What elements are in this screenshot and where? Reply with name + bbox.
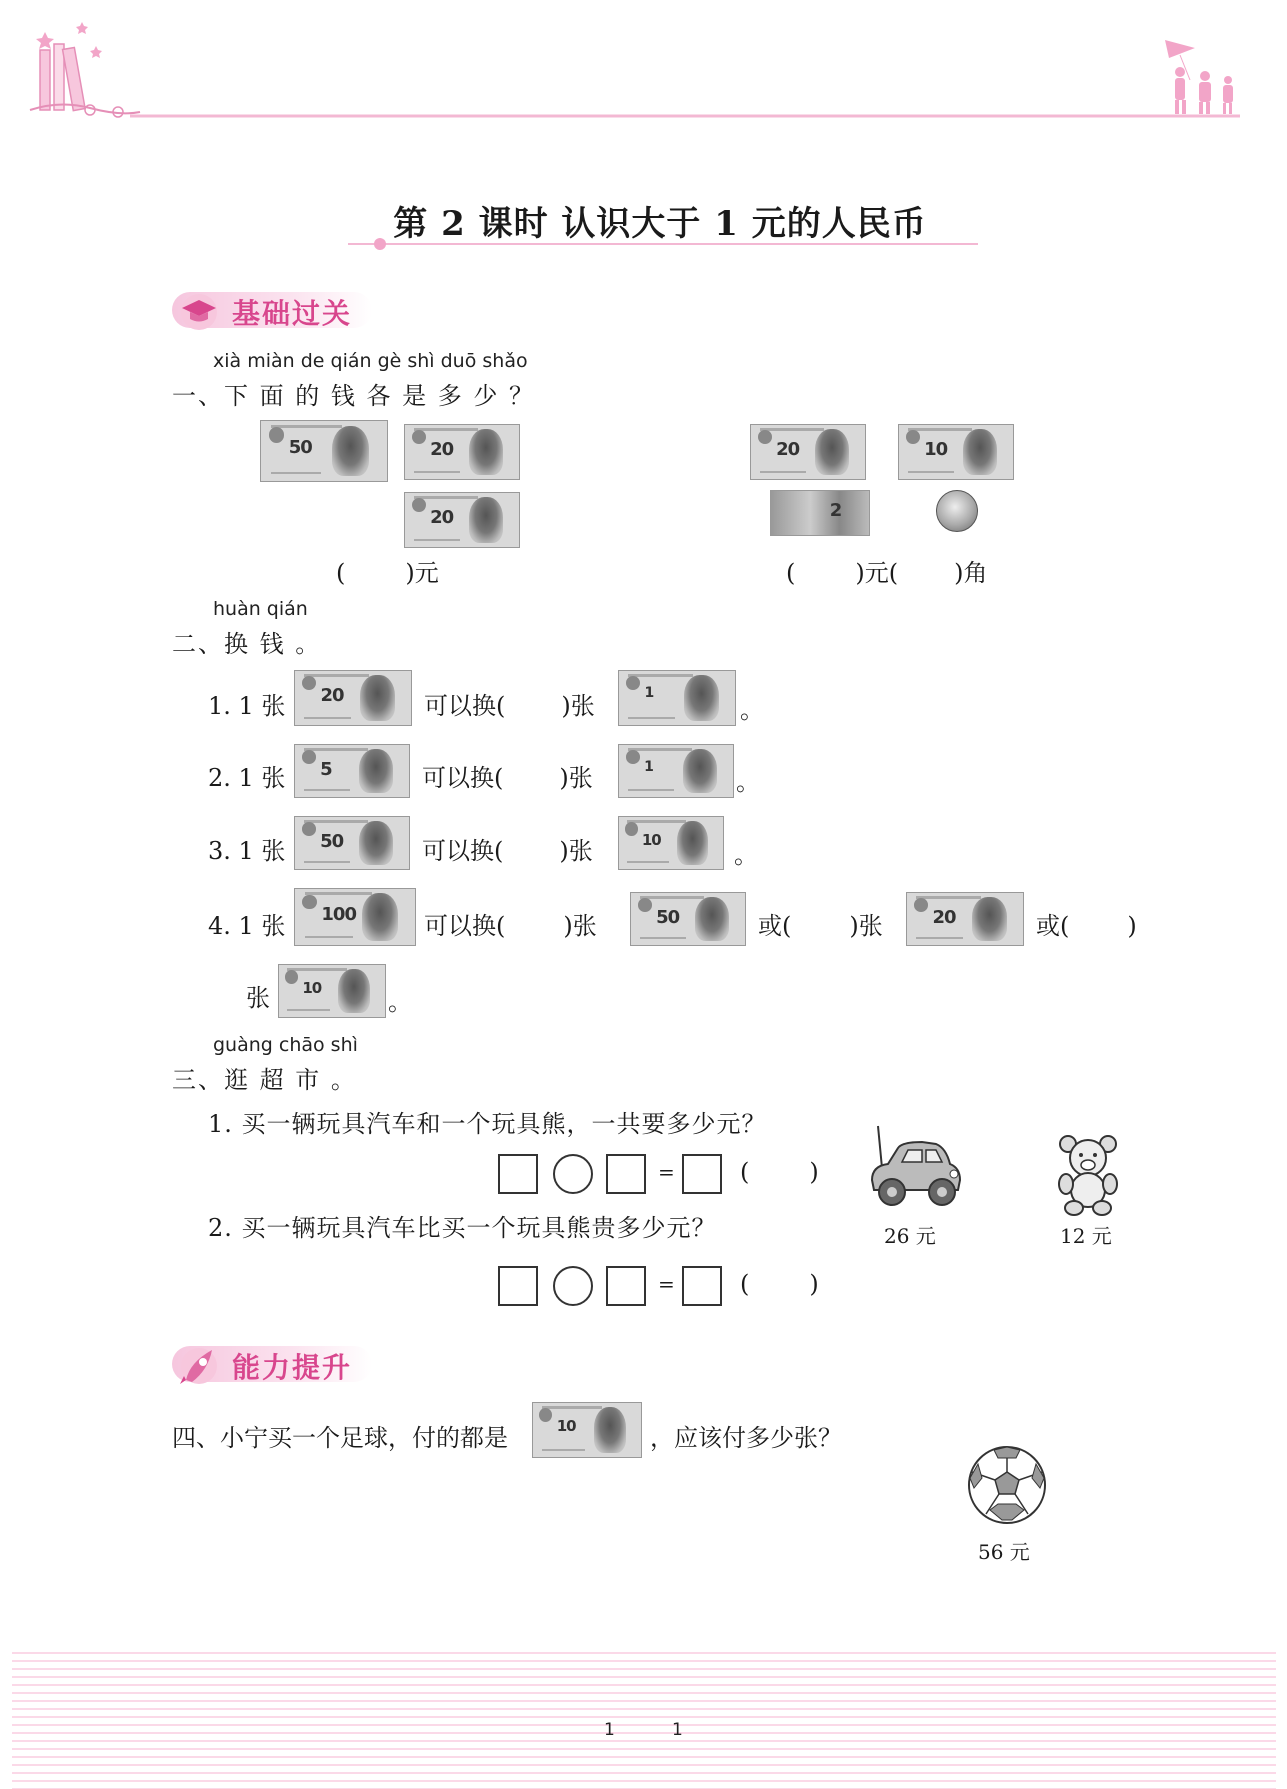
banknote-image: 50	[294, 816, 410, 870]
banknote-image: 10	[532, 1402, 642, 1458]
q2-item-1-prefix: 1. 1 张	[208, 692, 286, 720]
q2-item-1-mid: 可以换( )张	[424, 692, 595, 720]
ball-price: 56 元	[978, 1540, 1030, 1564]
banknote-image: 10	[278, 964, 386, 1018]
answer-box[interactable]	[682, 1266, 722, 1306]
q2-item-2-prefix: 2. 1 张	[208, 764, 286, 792]
coin-image	[936, 490, 978, 532]
q3-heading: 三、逛 超 市 。	[172, 1066, 357, 1094]
operator-circle[interactable]	[553, 1154, 593, 1194]
q2-item-3-end: 。	[734, 841, 758, 869]
q1-left-answer: ( )元	[336, 559, 439, 587]
operator-circle[interactable]	[553, 1266, 593, 1306]
banknote-image: 20	[750, 424, 866, 480]
q2-item-2-end: 。	[736, 768, 760, 796]
banknote-image: 2	[770, 490, 870, 536]
banknote-image: 100	[294, 888, 416, 946]
page-number: 1	[604, 1720, 615, 1740]
q2-item-4-end: 。	[388, 988, 412, 1016]
q1-heading: 一、下 面 的 钱 各 是 多 少 ？	[172, 382, 536, 410]
q4-heading-before: 四、小宁买一个足球，付的都是	[172, 1424, 508, 1452]
q2-item-3-mid: 可以换( )张	[422, 837, 593, 865]
bear-price: 12 元	[1060, 1224, 1112, 1248]
toy-car-icon	[862, 1122, 966, 1214]
q1-right-answer: ( )元( )角	[786, 559, 988, 587]
section-title: 基础过关	[232, 297, 353, 330]
banknote-image: 10	[898, 424, 1014, 480]
banknote-image: 20	[294, 670, 412, 726]
page-number: 1	[672, 1720, 683, 1740]
car-price: 26 元	[884, 1224, 936, 1248]
unit-answer: ( )	[740, 1158, 819, 1186]
banknote-image: 1	[618, 670, 736, 726]
books-logo-icon	[30, 22, 140, 117]
q2-pinyin: huàn qián	[213, 598, 308, 620]
banknote-image: 50	[630, 892, 746, 946]
q3-pinyin: guàng chāo shì	[213, 1034, 358, 1056]
answer-box[interactable]	[606, 1154, 646, 1194]
q2-item-2-mid: 可以换( )张	[422, 764, 593, 792]
banknote-image: 20	[906, 892, 1024, 946]
equals-sign: =	[658, 1160, 675, 1184]
q2-heading: 二、换 钱 。	[172, 630, 322, 658]
banknote-image: 20	[404, 492, 520, 548]
teddy-bear-icon	[1054, 1134, 1124, 1216]
answer-box[interactable]	[498, 1266, 538, 1306]
q3-sub-2: 2. 买一辆玩具汽车比买一个玩具熊贵多少元？	[208, 1214, 717, 1242]
q4-heading-after: ，应该付多少张？	[650, 1424, 842, 1452]
answer-box[interactable]	[498, 1154, 538, 1194]
header-decoration	[0, 0, 1287, 140]
rocket-icon	[176, 1342, 222, 1386]
banknote-image: 5	[294, 744, 410, 798]
q2-item-4-or1: 或( )张	[758, 912, 883, 940]
q3-sub-1: 1. 买一辆玩具汽车和一个玩具熊，一共要多少元？	[208, 1110, 767, 1138]
q2-item-1-end: 。	[740, 696, 764, 724]
q2-item-4-mid: 可以换( )张	[424, 912, 597, 940]
equals-sign: =	[658, 1272, 675, 1296]
answer-box[interactable]	[606, 1266, 646, 1306]
section-basic	[172, 286, 422, 334]
q2-item-3-prefix: 3. 1 张	[208, 837, 286, 865]
children-kite-icon	[1165, 40, 1233, 114]
banknote-image: 50	[260, 420, 388, 482]
banknote-image: 20	[404, 424, 520, 480]
banknote-image: 10	[618, 816, 724, 870]
unit-answer: ( )	[740, 1270, 819, 1298]
section-advance	[172, 1340, 422, 1388]
q1-pinyin: xià miàn de qián gè shì duō shǎo	[213, 350, 528, 372]
q2-item-4-or2: 或( )	[1036, 912, 1137, 940]
soccer-ball-icon	[966, 1444, 1048, 1526]
section-title: 能力提升	[232, 1351, 353, 1384]
banknote-image: 1	[618, 744, 734, 798]
q2-item-4-line2-prefix: 张	[246, 984, 270, 1012]
answer-box[interactable]	[682, 1154, 722, 1194]
q2-item-4-prefix: 4. 1 张	[208, 912, 286, 940]
title-underline	[338, 234, 978, 254]
graduation-cap-icon	[176, 288, 222, 332]
footer-band	[12, 1652, 1276, 1789]
page-title: 第 2 课时 认识大于 1 元的人民币	[393, 204, 927, 244]
